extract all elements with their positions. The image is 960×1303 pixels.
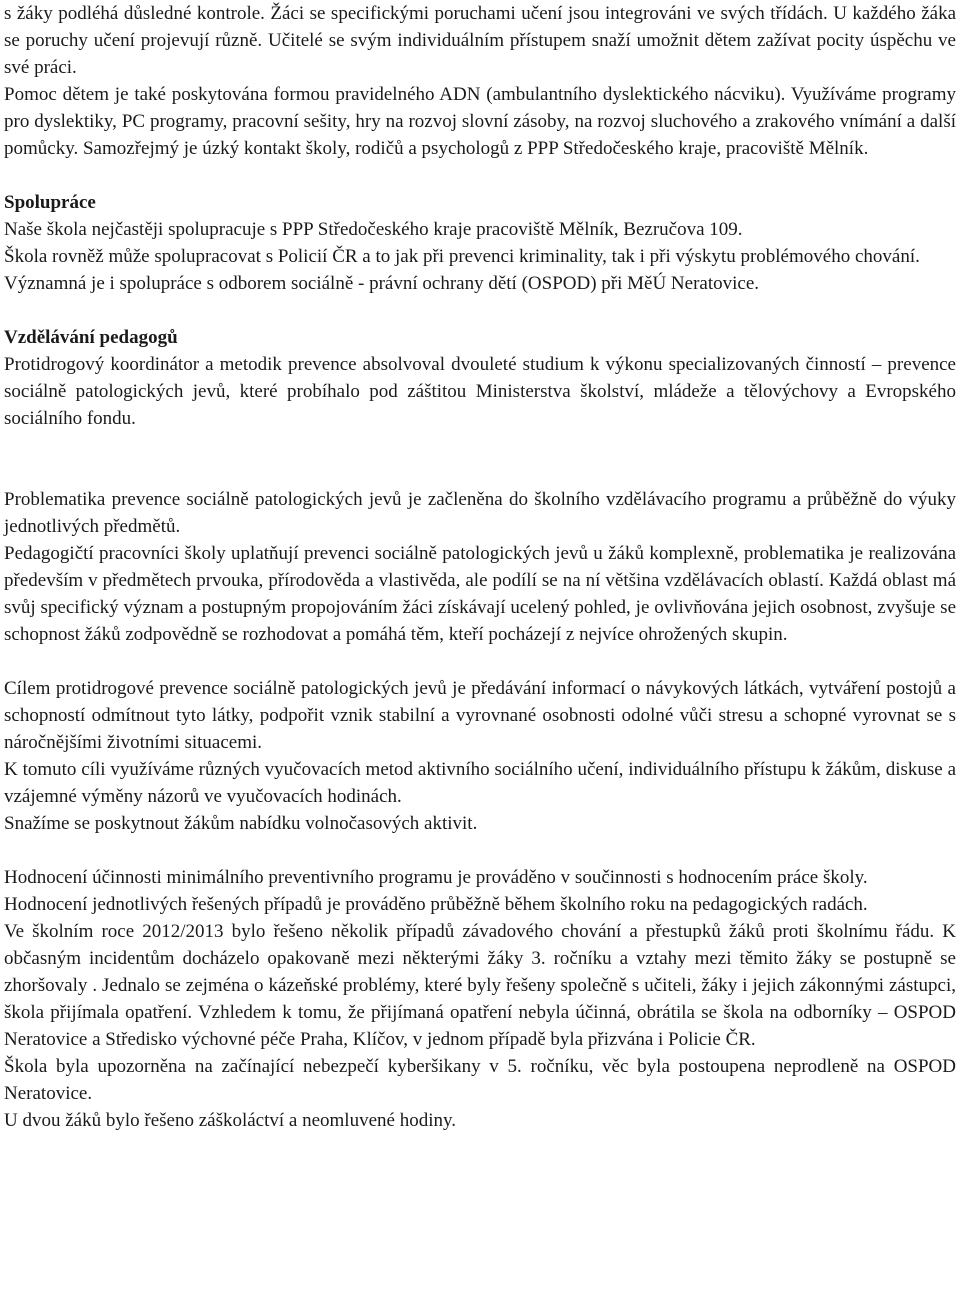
paragraph-truancy: U dvou žáků bylo řešeno záškoláctví a neomluvené hodiny.	[4, 1110, 457, 1131]
paragraph-prevention-subjects: Pedagogičtí pracovníci školy uplatňují prevenci sociálně patologických jevů u žáků komplexně, problematika je realizována především v předmětech prvouka, přírodověda a vlastivěda, ale podílí se na ní většina vzdělávacích oblastí. Každá oblast má svůj specifický význam a postupným propojováním žáci získávají ucelený pohled, je ovlivňována jejich osobnost, zvyšuje se schopnost žáků zodpovědně se rozhodovat a pomáhá těm, kteří pocházejí z nejvíce ohrožených skupin.	[4, 543, 956, 645]
paragraph-coordinator-study: Protidrogový koordinátor a metodik prevence absolvoval dvouleté studium k výkonu specializovaných činností – prevence sociálně patologických jevů, které probíhalo pod záštitou Ministerstva školství, mládeže a tělovýchovy a Evropského sociálního fondu.	[4, 354, 956, 429]
paragraph-program-evaluation: Hodnocení účinnosti minimálního preventivního programu je prováděno v součinnosti s hodnocením práce školy.	[4, 867, 868, 888]
paragraph-cyberbullying: Škola byla upozorněna na začínající nebezpečí kyberšikany v 5. ročníku, věc byla postoupena neprodleně na OSPOD Neratovice.	[4, 1056, 956, 1104]
paragraph-prevention-goal: Cílem protidrogové prevence sociálně patologických jevů je předávání informací o návykových látkách, vytváření postojů a schopností odmítnout tyto látky, podpořit vznik stabilní a vyrovnané osobnosti odolné vůči stresu a schopné vyrovnat se s náročnějšími životními situacemi.	[4, 678, 956, 753]
paragraph-case-evaluation: Hodnocení jednotlivých řešených případů je prováděno průběžně během školního roku na pedagogických radách.	[4, 894, 868, 915]
paragraph-dyslexia-integration: s žáky podléhá důsledné kontrole. Žáci se specifickými poruchami učení jsou integrováni ve svých třídách. U každého žáka se poruchy učení projevují různě. Učitelé se svým individuálním přístupem snaží umožnit dětem zažívat pocity úspěchu ve své práci.	[4, 3, 956, 78]
heading-teacher-education: Vzdělávání pedagogů	[4, 327, 178, 348]
paragraph-school-year-cases: Ve školním roce 2012/2013 bylo řešeno několik případů závadového chování a přestupků žáků proti školnímu řádu. K občasným incidentům docházelo opakovaně mezi některými žáky 3. ročníku a vztahy mezi těmito žáky se postupně se zhoršovaly . Jednalo se zejména o kázeňské problémy, které byly řešeny společně s učiteli, žáky i jejich zákonnými zástupci, škola přijímala opatření. Vzhledem k tomu, že přijímaná opatření nebyla účinná, obrátila se škola na odborníky – OSPOD Neratovice a Středisko výchovné péče Praha, Klíčov, v jednom případě byla přizvána i Policie ČR.	[4, 921, 956, 1050]
paragraph-ospod-cooperation: Významná je i spolupráce s odborem sociálně - právní ochrany dětí (OSPOD) při MěÚ Neratovice.	[4, 273, 760, 294]
paragraph-teaching-methods: K tomuto cíli využíváme různých vyučovacích metod aktivního sociálního učení, individuálního přístupu k žákům, diskuse a vzájemné výměny názorů ve vyučovacích hodinách.	[4, 759, 956, 807]
heading-cooperation: Spolupráce	[4, 192, 96, 213]
paragraph-ppp-cooperation: Naše škola nejčastěji spolupracuje s PPP Středočeského kraje pracoviště Mělník, Bezručova 109.	[4, 219, 743, 240]
paragraph-prevention-curriculum: Problematika prevence sociálně patologických jevů je začleněna do školního vzdělávacího programu a průběžně do výuky jednotlivých předmětů.	[4, 489, 956, 537]
paragraph-police-cooperation: Škola rovněž může spolupracovat s Policií ČR a to jak při prevenci kriminality, tak i při výskytu problémového chování.	[4, 246, 920, 267]
paragraph-leisure-activities: Snažíme se poskytnout žákům nabídku volnočasových aktivit.	[4, 813, 478, 834]
paragraph-adn-support: Pomoc dětem je také poskytována formou pravidelného ADN (ambulantního dyslektického nácviku). Využíváme programy pro dyslektiky, PC programy, pracovní sešity, hry na rozvoj slovní zásoby, na rozvoj sluchového a zrakového vnímání a další pomůcky. Samozřejmý je úzký kontakt školy, rodičů a psychologů z PPP Středočeského kraje, pracoviště Mělník.	[4, 84, 956, 159]
